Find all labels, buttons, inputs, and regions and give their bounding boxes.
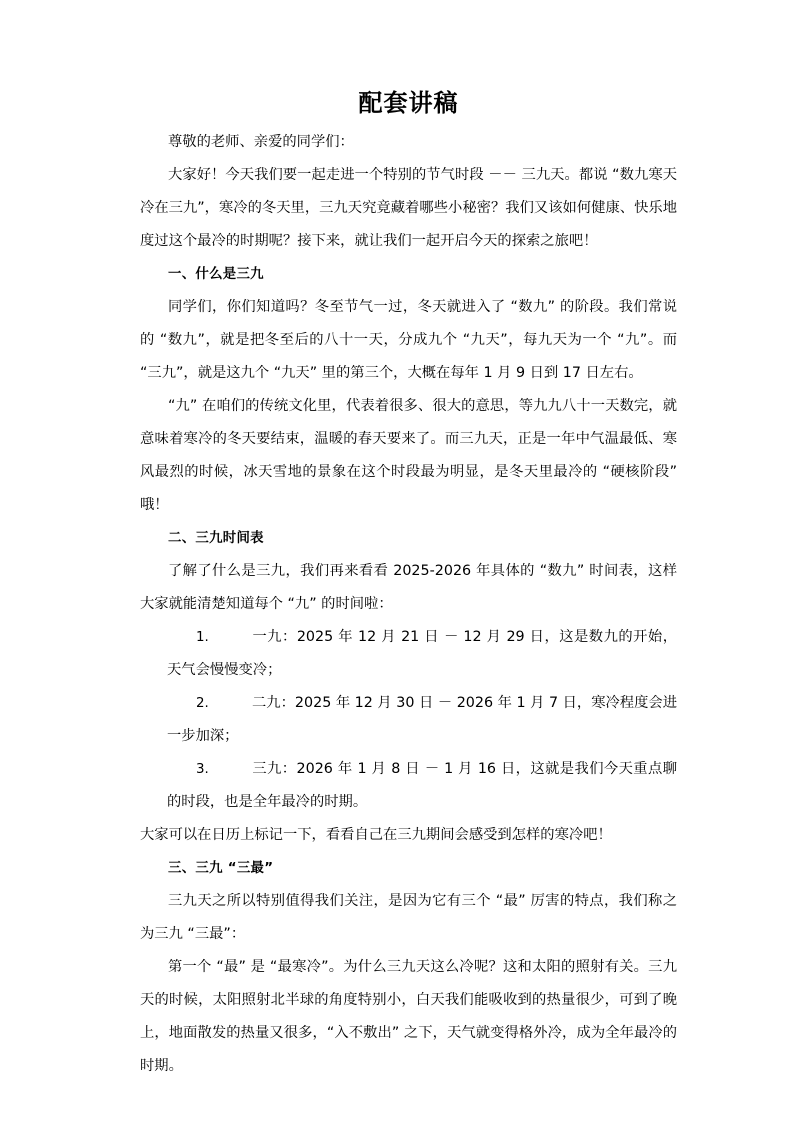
section-1-paragraph-1: 同学们，你们知道吗？冬至节气一过，冬天就进入了 “数九” 的阶段。我们常说的 “数九”，就是把冬至后的八十一天，分成九个 “九天”，每九天为一个 “九”。而 “三九”，就是这九个 “九天” 里的第三个，大概在每年 1 月 9 日到 17 日左右。 [140, 299, 677, 381]
section-1-paragraph-2: “九” 在咱们的传统文化里，代表着很多、很大的意思，等九九八十一天数完，就意味着寒冷的冬天要结束，温暖的春天要来了。而三九天，正是一年中气温最低、寒风最烈的时候，冰天雪地的景象在这个时段最为明显，是冬天里最冷的 “硬核阶段” 哦！ [140, 398, 677, 513]
list-item-text: 二九：2025 年 12 月 30 日 － 2026 年 1 月 7 日，寒冷程度会进一步加深； [167, 695, 677, 744]
section-2-closing-paragraph: 大家可以在日历上标记一下，看看自己在三九期间会感受到怎样的寒冷吧！ [140, 827, 612, 843]
section-heading-1: 一、什么是三九 [168, 267, 264, 282]
list-item [140, 687, 677, 753]
page-title: 配套讲稿 [358, 89, 459, 117]
section-heading-2: 二、三九时间表 [168, 531, 264, 546]
section-2-paragraph-1: 了解了什么是三九，我们再来看看 2025-2026 年具体的 “数九” 时间表，这样大家就能清楚知道每个 “九” 的时间啦： [140, 563, 677, 612]
list-item-marker: 2. [196, 696, 209, 711]
document-body [140, 86, 677, 1083]
list-item-marker: 3. [196, 762, 209, 777]
list-item [140, 753, 677, 819]
section-heading-3: 三、三九 “三最” [168, 861, 274, 876]
list-item-text: 一九：2025 年 12 月 21 日 － 12 月 29 日，这是数九的开始，天气会慢慢变冷； [167, 629, 677, 678]
list-item-text: 三九：2026 年 1 月 8 日 － 1 月 16 日，这就是我们今天重点聊的时段，也是全年最冷的时期。 [167, 761, 677, 810]
nine-period-list [140, 621, 677, 819]
intro-paragraph: 大家好！今天我们要一起走进一个特别的节气时段 －－ 三九天。都说 “数九寒天冷在三九”，寒冷的冬天里，三九天究竟藏着哪些小秘密？我们又该如何健康、快乐地度过这个最冷的时期呢？接下来，就让我们一起开启今天的探索之旅吧！ [140, 167, 677, 249]
section-3-paragraph-1: 三九天之所以特别值得我们关注，是因为它有三个 “最” 厉害的特点，我们称之为三九 “三最”： [140, 893, 677, 942]
list-item [140, 621, 677, 687]
salutation-paragraph: 尊敬的老师、亲爱的同学们： [168, 134, 354, 150]
section-3-paragraph-2: 第一个 “最” 是 “最寒冷”。为什么三九天这么冷呢？这和太阳的照射有关。三九天的时候，太阳照射北半球的角度特别小，白天我们能吸收到的热量很少，可到了晚上，地面散发的热量又很多，“入不敷出” 之下，天气就变得格外冷，成为全年最冷的时期。 [140, 959, 677, 1074]
list-item-marker: 1. [196, 630, 209, 645]
